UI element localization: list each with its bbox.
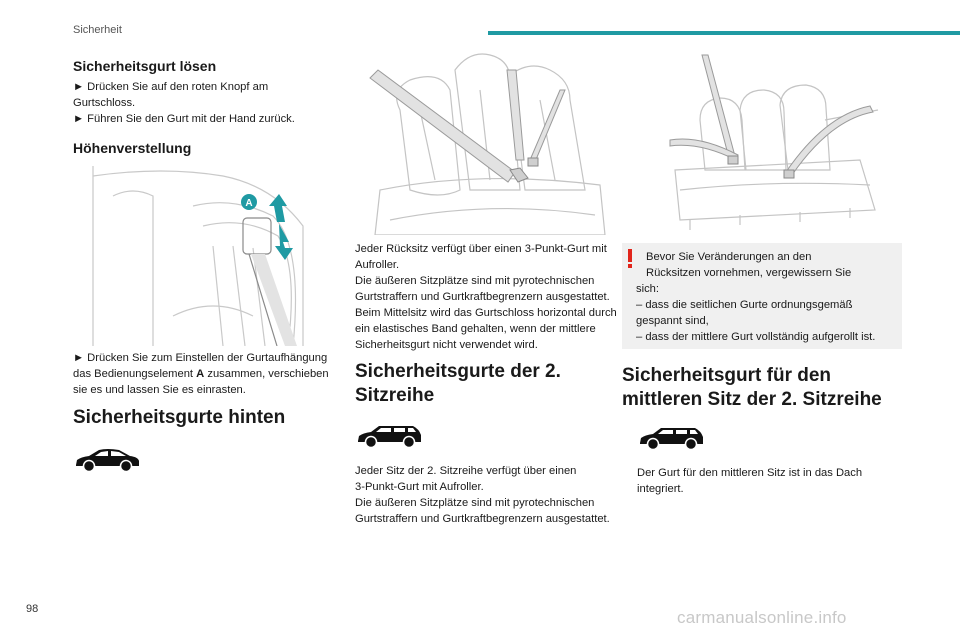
warning-line: Rücksitzen vornehmen, vergewissern Sie [646,267,852,279]
heading-middle-line1: Sicherheitsgurt für den [622,365,832,386]
row2-text-line: Die äußeren Sitzplätze sind mit pyrotechnischen [355,497,595,509]
illustration-height-adjustment [73,166,335,346]
rear-text-line: Die äußeren Sitzplätze sind mit pyrotechnischen [355,275,595,287]
header-accent-bar [488,31,960,35]
warning-line: – dass der mittlere Gurt vollständig aufgerollt ist. [636,331,876,343]
warning-text [636,249,896,345]
heading-row2-line1: Sicherheitsgurte der 2. [355,361,561,382]
release-steps [73,79,335,127]
estate-car-icon [355,423,425,449]
warning-line: sich: [636,283,660,295]
release-step-1: ► Drücken Sie auf den roten Knopf am [73,81,269,93]
suv-car-icon [73,447,141,473]
heading-row2-belts [355,360,625,408]
estate-car-icon-2 [637,425,707,451]
height-text-2a: das Bedienungselement [73,368,197,380]
illustration-row2-seats [660,50,885,230]
heading-release: Sicherheitsgurt lösen [73,58,217,74]
height-text-2b: A [196,368,205,380]
height-adjust-text [73,350,348,398]
row2-text-line: 3-Punkt-Gurt mit Aufroller. [355,481,484,493]
page-number: 98 [26,603,39,615]
middle-text-line: Der Gurt für den mittleren Sitz ist in das Dach [637,467,863,479]
heading-middle-belt [622,364,922,412]
height-text-3: sie es und lassen Sie es einrasten. [73,384,246,396]
rear-text-line: Beim Mittelsitz wird das Gurtschloss horizontal durch [355,307,617,319]
illustration-rear-seats [360,50,610,235]
rear-belts-text [355,241,625,353]
rear-text-line: Sicherheitsgurt nicht verwendet wird. [355,339,538,351]
rear-text-line: Jeder Rücksitz verfügt über einen 3-Punkt-Gurt mit [355,243,607,255]
heading-middle-line2: mittleren Sitz der 2. Sitzreihe [622,389,882,410]
middle-belt-text [637,465,907,497]
height-text-2c: zusammen, verschieben [204,368,329,380]
heading-height-adjust: Höhenverstellung [73,140,192,156]
warning-line: Bevor Sie Veränderungen an den [646,251,812,263]
height-text-1: ► Drücken Sie zum Einstellen der Gurtaufhängung [73,352,328,364]
row2-text-line: Gurtstraffern und Gurtkraftbegrenzern ausgestattet. [355,513,610,525]
warning-note [622,243,902,349]
heading-row2-line2: Sitzreihe [355,385,435,406]
height-text-2 [73,366,348,382]
middle-text-line: integriert. [637,483,684,495]
warning-exclamation-icon [625,247,635,269]
watermark: carmanualsonline.info [677,608,847,627]
rear-text-line: Aufroller. [355,259,400,271]
warning-line: – dass die seitlichen Gurte ordnungsgemäß [636,299,853,311]
release-step-1b: Gurtschloss. [73,97,136,109]
row2-belts-text [355,463,625,527]
rear-text-line: Gurtstraffern und Gurtkraftbegrenzern ausgestattet. [355,291,610,303]
running-header: Sicherheit [73,24,122,36]
heading-rear-belts: Sicherheitsgurte hinten [73,407,286,428]
row2-text-line: Jeder Sitz der 2. Sitzreihe verfügt über einen [355,465,577,477]
warning-line: gespannt sind, [636,315,709,327]
release-step-2: ► Führen Sie den Gurt mit der Hand zurück. [73,113,295,125]
rear-text-line: ein elastisches Band gehalten, wenn der mittlere [355,323,596,335]
label-a: A [245,198,253,209]
